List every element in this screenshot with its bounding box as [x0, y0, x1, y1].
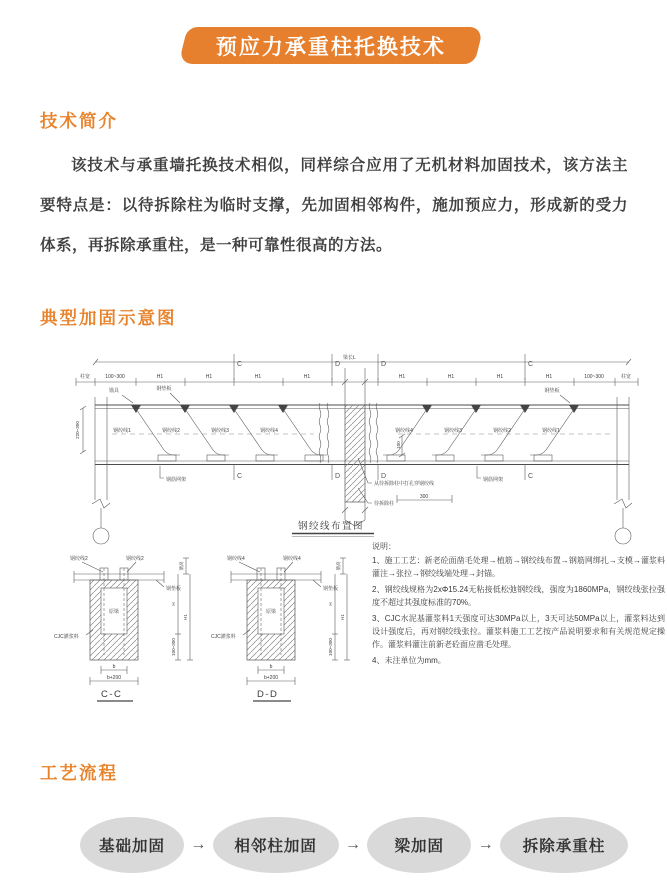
mesh-label-right: 钢筋网架 — [483, 477, 504, 483]
section-marker-d: D — [335, 473, 341, 480]
strand1-label: 钢绞线1 — [113, 428, 131, 434]
col-width-left: 柱宽 — [79, 374, 91, 380]
dd-dim-h: H — [328, 602, 333, 606]
dim-h1: H1 — [254, 374, 262, 380]
dd-dim-b: b — [269, 664, 273, 670]
flow-step-remove-column: 拆除承重柱 — [500, 817, 628, 873]
page-title: 预应力承重柱托换技术 — [216, 35, 446, 59]
cc-original-beam-label: 原梁 — [108, 609, 120, 615]
dim-220-300: 220~300 — [75, 421, 80, 439]
axis-bubble-left — [93, 528, 109, 544]
cc-dim-100-300: 100~300 — [171, 638, 176, 656]
section-marker-c: C — [528, 361, 534, 368]
dd-strand-left-label: 钢绞线4 — [227, 556, 245, 562]
section-marker-c: C — [237, 361, 243, 368]
flow-arrow-icon: → — [190, 836, 207, 853]
cc-caption: C-C — [101, 689, 123, 700]
left-column — [92, 397, 110, 544]
cc-strand-right-label: 钢绞线2 — [126, 556, 144, 562]
strand1-label: 钢绞线1 — [542, 428, 560, 434]
center-column — [342, 368, 368, 526]
dim-h1: H1 — [156, 374, 164, 380]
col-width-right: 柱宽 — [620, 374, 632, 380]
cc-dim-b200: b+200 — [106, 675, 122, 681]
cc-plate-label: 钢垫板 — [166, 586, 182, 592]
dd-dim-b200: b+200 — [263, 675, 279, 681]
note-item-3: 3、CJC水泥基灌浆料1天强度可达30MPa以上，3天可达50MPa以上，灌浆料达到设计强度后，再对钢绞线张拉。灌浆料施工工艺按产品说明要求和有关规范规定操作。灌浆料灌注前新老砼面应凿毛处理。 — [372, 614, 665, 649]
layout-caption: 钢绞线布置图 — [298, 521, 365, 532]
dim-300: 300 — [419, 494, 429, 500]
dd-dim-100-300: 100~300 — [328, 638, 333, 656]
diagram-notes — [372, 540, 665, 670]
dd-dim-beam-height: 梁高 — [336, 561, 341, 571]
flow-arrow-icon: → — [344, 836, 361, 853]
leader-column-label: 待拆除柱 — [374, 501, 395, 507]
section-marker-c: C — [528, 473, 534, 480]
flow-step-adjacent-columns: 相邻柱加固 — [213, 817, 339, 873]
dim-h1: H1 — [545, 374, 553, 380]
flow-step-beam: 梁加固 — [367, 817, 471, 873]
dim-100: 100 — [396, 441, 401, 449]
dd-plate-label: 钢垫板 — [323, 586, 339, 592]
plate-label-right: 钢垫板 — [544, 388, 560, 394]
section-heading-process: 工艺流程 — [40, 763, 118, 783]
strand2-label: 钢绞线2 — [493, 428, 511, 434]
beam-length-label: 梁长L — [343, 355, 356, 361]
notes-title: 说明： — [372, 542, 396, 551]
section-marker-d: D — [381, 361, 387, 368]
dd-grout-label: CJC灌浆料 — [211, 634, 236, 640]
dim-h1: H1 — [447, 374, 455, 380]
dim-h1: H1 — [398, 374, 406, 380]
flow-step-foundation: 基础加固 — [80, 817, 184, 873]
dim-h1: H1 — [496, 374, 504, 380]
cc-grout-label: CJC灌浆料 — [54, 634, 79, 640]
right-column — [614, 397, 632, 544]
section-marker-d: D — [381, 473, 387, 480]
section-marker-d: D — [335, 361, 341, 368]
strand3-label: 钢绞线3 — [444, 428, 462, 434]
note-item-4: 4、未注单位为mm。 — [372, 656, 446, 665]
mesh-label-left: 钢筋网架 — [166, 477, 187, 483]
dim-h1: H1 — [303, 374, 311, 380]
strand4-label: 钢绞线4 — [395, 428, 413, 434]
dim-100-300-right: 100~300 — [584, 374, 604, 380]
intro-paragraph: 该技术与承重墙托换技术相似，同样综合应用了无机材料加固技术，该方法主要特点是：以待拆除柱为临时支撑，先加固相邻构件，施加预应力，形成新的受力体系，再拆除承重柱，是一种可靠性很高的方法。 — [40, 157, 628, 254]
cc-dim-b: b — [112, 664, 116, 670]
detail-section-cc — [54, 555, 193, 701]
section-marker-c: C — [237, 473, 243, 480]
detail-section-dd — [211, 555, 350, 701]
plate-label-left: 钢垫板 — [156, 386, 172, 392]
dim-100-300-left: 100~300 — [105, 374, 125, 380]
title-banner — [178, 27, 483, 64]
anchor-label: 锚具 — [108, 388, 120, 394]
section-heading-diagram: 典型加固示意图 — [40, 308, 177, 328]
note-item-2: 2、钢绞线规格为2xΦ15.24无粘接低松弛钢绞线，强度为1860MPa，钢绞线张拉强度不超过其强度标准的70%。 — [372, 585, 665, 607]
flow-arrow-icon: → — [477, 836, 494, 853]
strand2-label: 钢绞线2 — [162, 428, 180, 434]
strand4-label: 钢绞线4 — [260, 428, 278, 434]
process-flow — [80, 815, 628, 875]
dd-strand-right-label: 钢绞线4 — [283, 556, 301, 562]
dim-h1: H1 — [205, 374, 213, 380]
cc-dim-h: H — [171, 602, 176, 606]
cc-dim-h1: H1 — [183, 614, 188, 620]
strands-left — [131, 405, 327, 461]
section-heading-intro: 技术简介 — [40, 111, 118, 131]
leader-drill-label: 从待拆除柱中打孔穿钢绞线 — [374, 481, 435, 487]
cc-dim-beam-height: 梁高 — [179, 561, 184, 571]
dd-original-beam-label: 原梁 — [265, 609, 277, 615]
cc-strand-left-label: 钢绞线2 — [70, 556, 88, 562]
dd-dim-h1: H1 — [340, 614, 345, 620]
note-item-1: 1、施工工艺：新老砼面凿毛处理→植筋→钢绞线布置→钢筋网绑扎→支模→灌浆料灌注→张拉→钢绞线端处理→封锚。 — [372, 556, 665, 578]
strand3-label: 钢绞线3 — [211, 428, 229, 434]
dd-caption: D-D — [257, 689, 279, 700]
